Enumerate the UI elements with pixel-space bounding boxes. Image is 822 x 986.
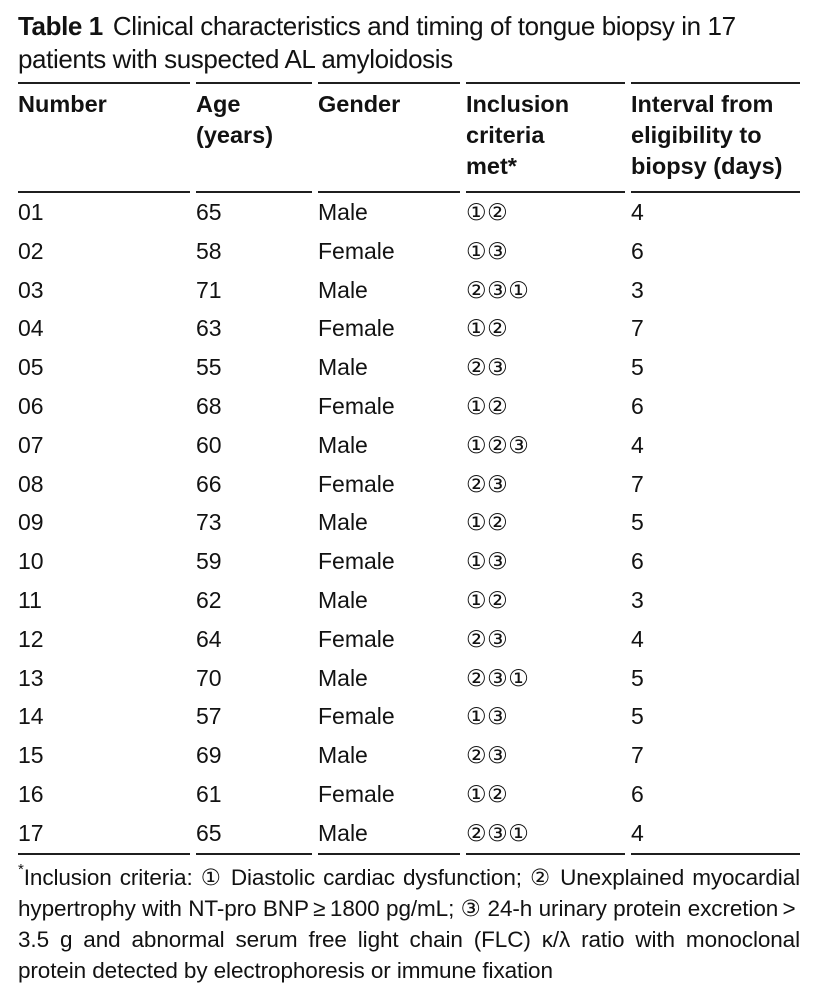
table-row [18, 659, 800, 698]
cell-gender: Male [318, 354, 368, 381]
cell-gender: Female [318, 548, 395, 575]
cell-criteria: ②③① [466, 814, 625, 855]
header-gender: Gender [318, 82, 460, 193]
cell-criteria: ②③① [466, 276, 530, 303]
cell-criteria: ①② [466, 586, 509, 613]
cell-age: 60 [196, 431, 222, 458]
cell-number: 08 [18, 470, 44, 497]
cell-interval: 4 [631, 814, 800, 855]
table-row [18, 232, 800, 271]
table-caption [18, 10, 800, 76]
table-row [18, 387, 800, 426]
table-header [18, 82, 800, 193]
table-row [18, 581, 800, 620]
cell-criteria: ①② [466, 392, 509, 419]
cell-age: 59 [196, 548, 222, 575]
header-interval: Interval from eligibility to biopsy (days) [631, 82, 800, 193]
cell-gender: Female [318, 392, 395, 419]
header-age: Age (years) [196, 82, 312, 193]
cell-gender: Female [318, 703, 395, 730]
cell-age: 55 [196, 354, 222, 381]
cell-gender: Male [318, 276, 368, 303]
table-row [18, 736, 800, 775]
table-footnote [18, 862, 800, 986]
cell-interval: 4 [631, 625, 644, 652]
cell-number: 04 [18, 315, 44, 342]
cell-gender: Female [318, 780, 395, 807]
cell-interval: 7 [631, 470, 644, 497]
cell-gender: Male [318, 814, 460, 855]
cell-gender: Male [318, 742, 368, 769]
cell-gender: Male [318, 664, 368, 691]
cell-criteria: ①② [466, 199, 509, 225]
cell-interval: 6 [631, 780, 644, 807]
cell-criteria: ①② [466, 780, 509, 807]
cell-criteria: ②③ [466, 354, 509, 381]
cell-number: 10 [18, 548, 44, 575]
cell-age: 64 [196, 625, 222, 652]
table-caption-label: Table 1 [18, 11, 103, 41]
cell-interval: 6 [631, 392, 644, 419]
cell-criteria: ②③ [466, 625, 509, 652]
cell-number: 05 [18, 354, 44, 381]
cell-interval: 7 [631, 742, 644, 769]
cell-criteria: ①② [466, 315, 509, 342]
table-row [18, 348, 800, 387]
cell-interval: 5 [631, 509, 644, 536]
cell-age: 65 [196, 814, 312, 855]
table-row [18, 697, 800, 736]
cell-criteria: ②③ [466, 742, 509, 769]
cell-interval: 6 [631, 237, 644, 264]
cell-gender: Male [318, 199, 368, 225]
cell-gender: Female [318, 237, 395, 264]
clinical-characteristics-table [12, 82, 806, 855]
cell-age: 71 [196, 276, 222, 303]
cell-gender: Male [318, 431, 368, 458]
cell-criteria: ①③ [466, 237, 509, 264]
cell-number: 12 [18, 625, 44, 652]
cell-age: 69 [196, 742, 222, 769]
cell-criteria: ②③ [466, 470, 509, 497]
cell-number: 01 [18, 199, 44, 225]
cell-criteria: ①②③ [466, 431, 530, 458]
table-row [18, 465, 800, 504]
cell-number: 07 [18, 431, 44, 458]
cell-interval: 6 [631, 548, 644, 575]
cell-number: 14 [18, 703, 44, 730]
cell-criteria: ①② [466, 509, 509, 536]
cell-number: 06 [18, 392, 44, 419]
cell-number: 15 [18, 742, 44, 769]
table-row [18, 775, 800, 814]
cell-number: 17 [18, 814, 190, 855]
footnote-marker: * [18, 861, 24, 879]
cell-gender: Female [318, 470, 395, 497]
table-caption-text: Clinical characteristics and timing of tongue biopsy in 17 patients with suspected AL amyloidosis [18, 11, 736, 74]
cell-age: 66 [196, 470, 222, 497]
table-row [18, 542, 800, 581]
cell-age: 63 [196, 315, 222, 342]
cell-age: 73 [196, 509, 222, 536]
cell-number: 09 [18, 509, 44, 536]
header-number: Number [18, 82, 190, 193]
cell-number: 03 [18, 276, 44, 303]
cell-number: 11 [18, 586, 42, 613]
cell-age: 65 [196, 199, 222, 225]
table-row [18, 503, 800, 542]
cell-age: 62 [196, 586, 222, 613]
cell-age: 58 [196, 237, 222, 264]
cell-criteria: ①③ [466, 703, 509, 730]
cell-number: 16 [18, 780, 44, 807]
cell-age: 70 [196, 664, 222, 691]
cell-criteria: ②③① [466, 664, 530, 691]
footnote-text: Inclusion criteria: ① Diastolic cardiac dysfunction; ② Unexplained myocardial hypertrophy with NT-pro BNP ≥ 1800 pg/mL; ③ 24-h urinary protein excretion > 3.5 g and abnormal serum free light chain (FLC) κ/λ ratio with monoclonal protein detected by electrophoresis or immune fixation [18, 864, 800, 983]
table-row [18, 193, 800, 232]
cell-number: 02 [18, 237, 44, 264]
cell-interval: 5 [631, 664, 644, 691]
cell-age: 68 [196, 392, 222, 419]
cell-age: 57 [196, 703, 222, 730]
table-row [18, 309, 800, 348]
table-header-row [18, 82, 800, 193]
cell-interval: 5 [631, 703, 644, 730]
table-row [18, 426, 800, 465]
cell-gender: Female [318, 315, 395, 342]
cell-gender: Female [318, 625, 395, 652]
table-row [18, 620, 800, 659]
cell-number: 13 [18, 664, 44, 691]
cell-interval: 4 [631, 431, 644, 458]
table-row [18, 271, 800, 310]
cell-age: 61 [196, 780, 222, 807]
cell-interval: 3 [631, 586, 644, 613]
cell-criteria: ①③ [466, 548, 509, 575]
table-body [18, 193, 800, 855]
cell-interval: 4 [631, 199, 644, 225]
cell-interval: 7 [631, 315, 644, 342]
cell-interval: 3 [631, 276, 644, 303]
cell-interval: 5 [631, 354, 644, 381]
table-row [18, 814, 800, 855]
cell-gender: Male [318, 586, 368, 613]
cell-gender: Male [318, 509, 368, 536]
header-criteria: Inclusion criteria met* [466, 82, 625, 193]
